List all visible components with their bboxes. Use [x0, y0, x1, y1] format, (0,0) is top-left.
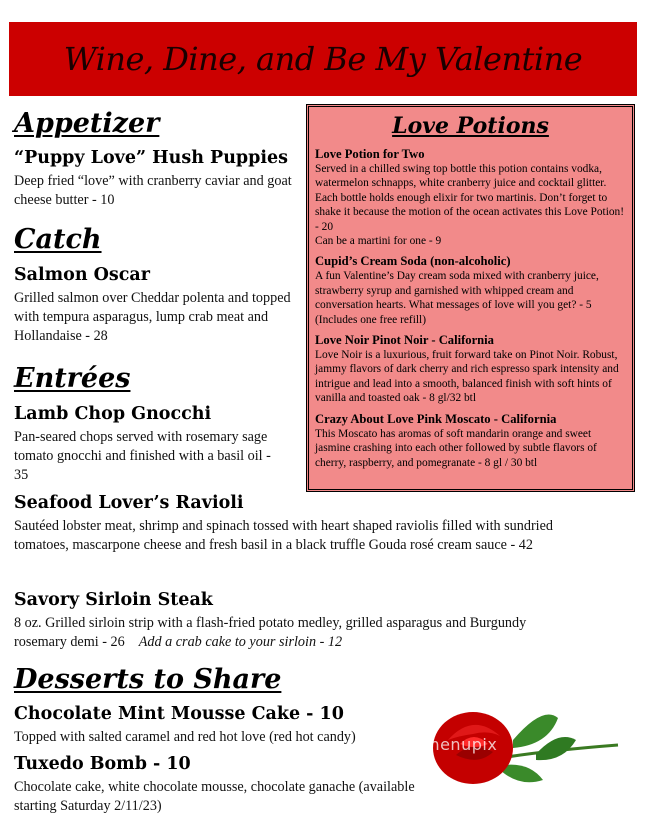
menu-item-description: Pan-seared chops served with rosemary sage tomato gnocchi and finished with a basil oil - 35 — [14, 429, 271, 483]
menu-item-description-text: 8 oz. Grilled sirloin strip with a flash-fried potato medley, grilled asparagus and Burgundy rosemary demi - 26 — [14, 615, 527, 650]
menu-item-description: Topped with salted caramel and red hot love (red hot candy) — [14, 729, 356, 745]
section-heading-entrees: Entrées — [14, 363, 131, 394]
section-heading-appetizer: Appetizer — [14, 108, 160, 139]
menu-item-name: Savory Sirloin Steak — [14, 590, 213, 610]
menu-item-name: Lamb Chop Gnocchi — [14, 404, 212, 424]
love-potions-box — [306, 104, 635, 492]
potion-name: Cupid’s Cream Soda (non-alcoholic) — [315, 254, 511, 269]
menu-item-name: Tuxedo Bomb - 10 — [14, 754, 191, 774]
potion-name: Crazy About Love Pink Moscato - California — [315, 411, 557, 426]
potion-description: Love Noir is a luxurious, fruit forward take on Pinot Noir. Robust, jammy flavors of dark cherry and rich espresso spark intensity and intrigue and lead into a smooth, balanced finish with soft hints of vanilla and toasted oak - 8 gl/32 btl — [315, 349, 619, 405]
menu-item-name: “Puppy Love” Hush Puppies — [14, 148, 289, 168]
menu-item-addon: Add a crab cake to your sirloin - 12 — [138, 634, 343, 650]
menu-item-description: Deep fried “love” with cranberry caviar and goat cheese butter - 10 — [14, 173, 292, 208]
potion-extra: Can be a martini for one - 9 — [315, 235, 442, 248]
menu-item-name: Chocolate Mint Mousse Cake - 10 — [14, 704, 344, 724]
page-title: Wine, Dine, and Be My Valentine — [63, 40, 583, 78]
menu-item-description: Chocolate cake, white chocolate mousse, chocolate ganache (available starting Saturday 2/11/23) — [14, 779, 415, 814]
love-potions-title: Love Potions — [392, 113, 549, 139]
section-heading-catch: Catch — [14, 224, 102, 255]
potion-description: Served in a chilled swing top bottle this potion contains vodka, watermelon schnapps, white cranberry juice and cocktail glitter. Each bottle holds enough elixir for two martinis. Don’t forget to shake it because the motion of the ocean activates this Love Potion! - 20 — [315, 163, 625, 233]
section-heading-desserts: Desserts to Share — [14, 664, 282, 695]
potion-description: A fun Valentine’s Day cream soda mixed with cranberry juice, strawberry syrup and garnished with whipped cream and conversation hearts. What messages of love will you get? - 5 (Includes one free refill) — [315, 270, 599, 326]
potion-name: Love Noir Pinot Noir - California — [315, 333, 494, 348]
header-banner — [9, 22, 637, 96]
potion-description: This Moscato has aromas of soft mandarin orange and sweet jasmine crashing into each other followed by subtle flavors of cherry, raspberry, and pomegranate - 8 gl / 30 btl — [315, 427, 597, 469]
watermark: menupix — [424, 735, 498, 754]
menu-item-name: Salmon Oscar — [14, 265, 150, 285]
menu-item-description: Grilled salmon over Cheddar polenta and topped with tempura asparagus, lump crab meat and Hollandaise - 28 — [14, 290, 291, 344]
potion-name: Love Potion for Two — [315, 147, 425, 161]
menu-item-name: Seafood Lover’s Ravioli — [14, 493, 244, 513]
menu-item-description — [14, 614, 574, 652]
menu-item-description: Sautéed lobster meat, shrimp and spinach tossed with heart shaped raviolis filled with sundried tomatoes, mascarpone cheese and fresh basil in a black truffle Gouda rosé cream sauce - 42 — [14, 518, 554, 553]
